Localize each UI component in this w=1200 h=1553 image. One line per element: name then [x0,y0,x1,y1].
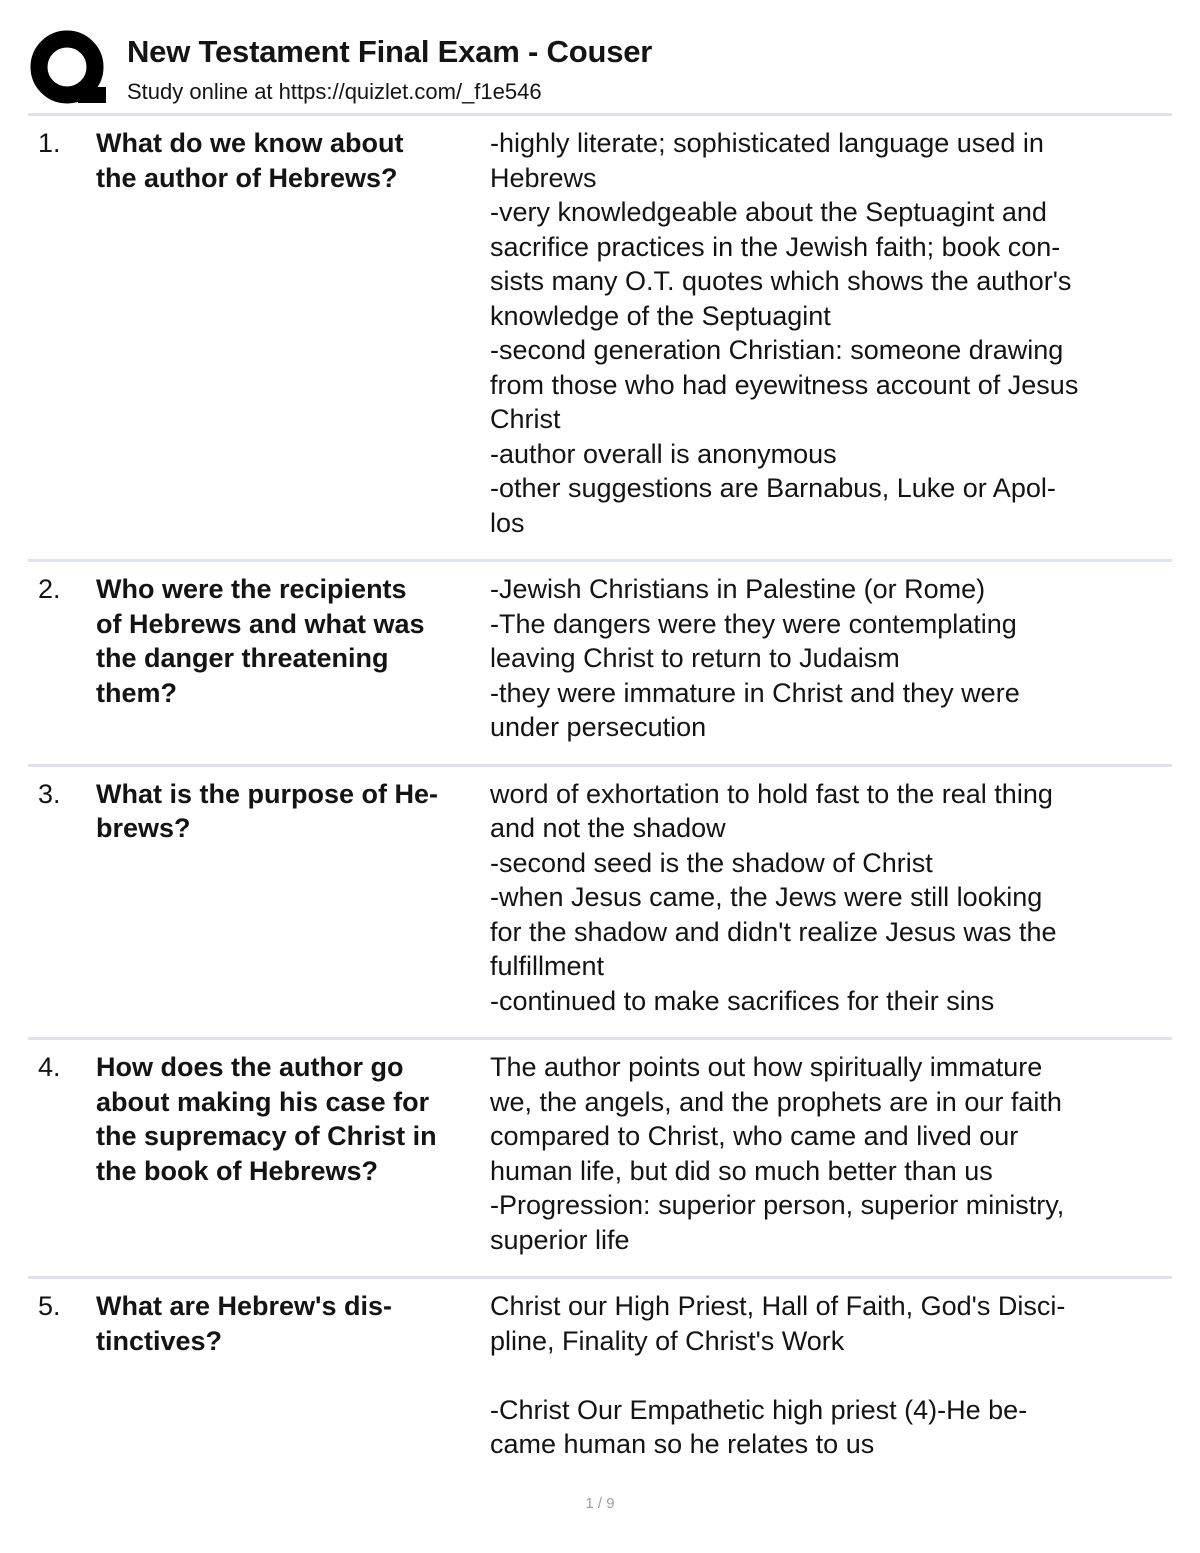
card-term: Who were the recipients of Hebrews and what was the danger threatening them? [96,574,425,708]
quizlet-logo-icon [30,30,108,108]
page-indicator: 1 / 9 [585,1495,615,1512]
document-title: New Testament Final Exam - Couser [127,34,653,69]
card-number: 5. [38,1291,61,1321]
flashcard-list [28,116,1172,1481]
flashcard-2 [28,562,1172,767]
flashcard-4 [28,1040,1172,1279]
page-header [28,28,1172,112]
flashcard-3 [28,767,1172,1041]
card-definition: -Jewish Christians in Palestine (or Rome) -The dangers were they were contemplating leaving Christ to return to Judaism -they were immature in Christ and they were under persecution [490,574,1020,742]
card-term: What is the purpose of He- brews? [96,778,439,843]
card-definition: Christ our High Priest, Hall of Faith, God's Disci- pline, Finality of Christ's Work -Christ Our Empathetic high priest (4)-He be- came human so he relates to us [490,1291,1066,1459]
card-term: What are Hebrew's dis- tinctives? [96,1291,392,1356]
study-online-link-text: Study online at https://quizlet.com/_f1e546 [127,79,542,104]
card-definition: -highly literate; sophisticated language used in Hebrews -very knowledgeable about the Septuagint and sacrifice practices in the Jewish faith; book con- sists many O.T. quotes which shows the author's knowledge of the Septuagint -second generation Christian: someone drawing from those who had eyewitness account of Jesus Christ -author overall is anonymous -other suggestions are Barnabus, Luke or Apol- los [490,128,1079,538]
card-number: 3. [38,778,61,809]
flashcard-1 [28,116,1172,562]
card-definition: The author points out how spiritually immature we, the angels, and the prophets are in our faith compared to Christ, who came and lived our human life, but did so much better than us -Progression: superior person, superior ministry, superior life [490,1052,1065,1255]
card-number: 1. [38,128,61,158]
card-term: How does the author go about making his case for the supremacy of Christ in the book of Hebrews? [96,1052,437,1186]
flashcard-5 [28,1279,1172,1481]
card-number: 4. [38,1052,61,1082]
card-definition: word of exhortation to hold fast to the real thing and not the shadow -second seed is the shadow of Christ -when Jesus came, the Jews were still looking for the shadow and didn't realize Jesus was the fulfillment -continued to make sacrifices for their sins [490,778,1057,1016]
card-term: What do we know about the author of Hebrews? [96,128,404,193]
card-number: 2. [38,574,61,604]
